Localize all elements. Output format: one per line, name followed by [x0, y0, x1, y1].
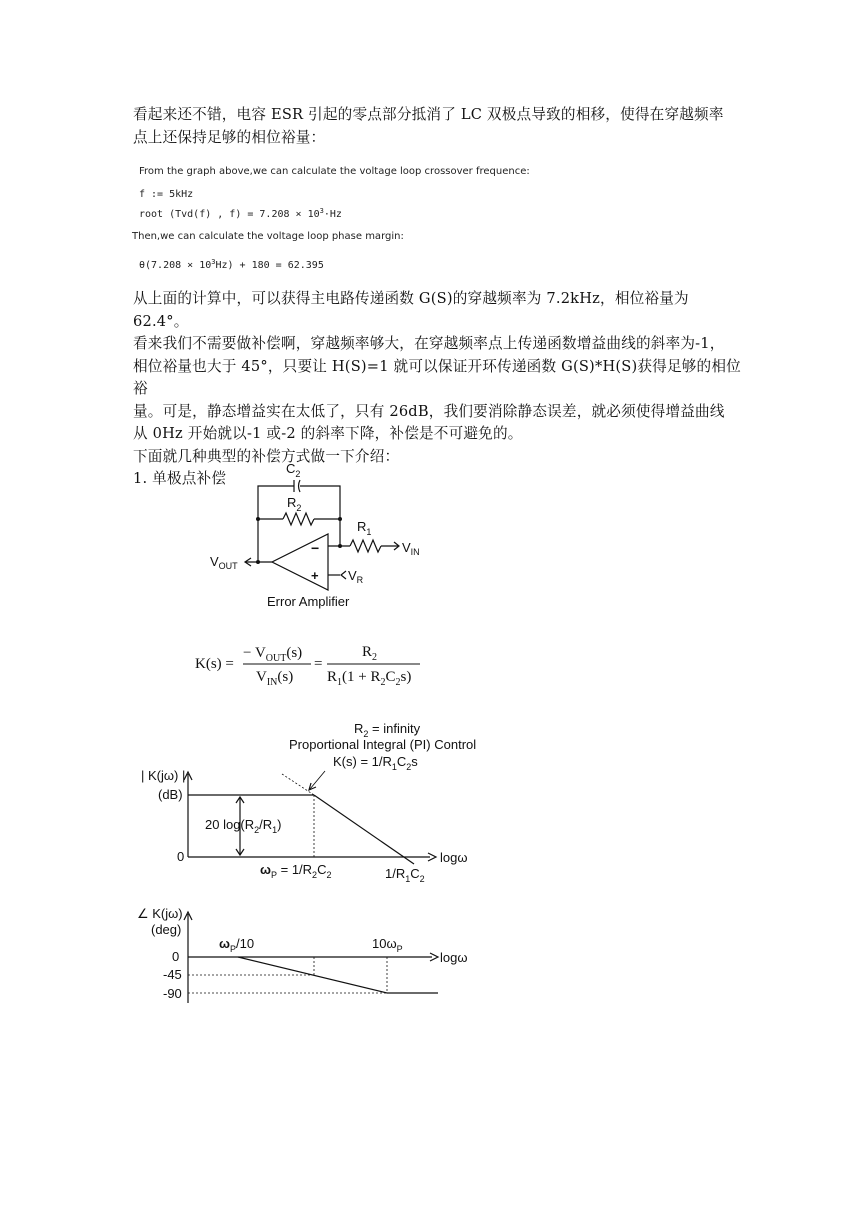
phase-tick-90: -90: [163, 986, 182, 1001]
phase-tick-45: -45: [163, 967, 182, 982]
root-suffix: ·Hz: [323, 209, 342, 220]
r1-label: $R_1$: [357, 519, 372, 537]
intro-paragraph: [133, 104, 743, 149]
node-dot: [256, 517, 260, 521]
phase-ylabel: ∠ K(jω): [137, 906, 183, 921]
mathcad-text-1: From the graph above,we can calculate the voltage loop crossover frequence:: [139, 166, 530, 177]
section-heading: 1. 单极点补偿: [133, 470, 227, 487]
phase-suffix: Hz) + 180 = 62.395: [215, 260, 324, 271]
phase-exp: 3: [211, 258, 216, 266]
mag-title-line3: $K(s) = 1/R_1C_2s$: [333, 754, 418, 772]
circuit-caption: Error Amplifier: [267, 594, 350, 609]
r2-label: $R_2$: [287, 495, 302, 513]
node-dot: [338, 544, 342, 548]
phase-tick-0: 0: [172, 949, 180, 964]
analysis-line-3: 相位裕量也大于 45°，只要让 H(S)=1 就可以保证开环传递函数 G(S)*H(S)获得足够的相位裕: [133, 357, 741, 397]
analysis-line-4: 量。可是，静态增益实在太低了，只有 26dB，我们要消除静态误差，就必须使得增益曲线: [133, 402, 725, 420]
pole-freq-label: $\omega_P = 1/R_2C_2$: [260, 862, 332, 880]
mag-ylabel: | K(jω) |: [141, 768, 186, 783]
mathcad-root-result: [139, 207, 342, 220]
phase-yunit: (deg): [151, 922, 182, 937]
phase-wp10-label: $\omega_P/10$: [219, 936, 255, 954]
root-exp: 3: [319, 207, 324, 215]
formula-num1: − $V_{OUT}(s)$: [243, 645, 303, 664]
node-dot: [338, 517, 342, 521]
vr-label: $V_R$: [348, 568, 364, 585]
inverting-sign: −: [311, 540, 320, 556]
mathcad-assign-f: f := 5kHz: [139, 189, 194, 200]
c2-label: $C_2$: [286, 461, 301, 479]
analysis-line-5: 从 0Hz 开始就以-1 或-2 的斜率下降，补偿是不可避免的。: [133, 425, 523, 442]
transfer-function-formula: [190, 636, 430, 692]
phase-10wp-label: $10\omega_P$: [372, 936, 403, 954]
mathcad-text-2: Then,we can calculate the voltage loop phase margin:: [132, 231, 404, 242]
phase-prefix: θ(7.208 × 10: [139, 260, 212, 271]
intro-line-1: 看起来还不错，电容 ESR 引起的零点部分抵消了 LC 双极点导致的相移，使得在穿越频率: [133, 106, 724, 123]
noninverting-sign: +: [311, 568, 319, 583]
dc-gain-label: 20 $\log(R_2/R_1)$: [205, 817, 282, 835]
vout-label: $V_{OUT}$: [210, 554, 238, 571]
mag-title-line1: $R_2$ = infinity: [354, 721, 421, 739]
mag-yunit: (dB): [158, 787, 183, 802]
formula-den1: $V_{IN}(s)$: [256, 669, 294, 688]
mathcad-phase-result: [139, 258, 324, 271]
vin-label: $V_{IN}$: [402, 540, 420, 557]
analysis-line-1: 从上面的计算中，可以获得主电路传递函数 G(S)的穿越频率为 7.2kHz，相位裕量为 62.4°。: [133, 290, 689, 330]
bode-phase-plot: [135, 900, 495, 1010]
analysis-line-6: 下面就几种典型的补偿方式做一下介绍：: [133, 447, 400, 465]
mag-title-line2: Proportional Integral (PI) Control: [289, 737, 477, 752]
analysis-line-2: 看来我们不需要做补偿啊，穿越频率够大，在穿越频率点上传递函数增益曲线的斜率为-1，: [133, 335, 725, 352]
formula-lhs: K(s) =: [195, 656, 234, 672]
root-prefix: root (Tvd(f) , f) = 7.208 × 10: [139, 209, 320, 220]
node-dot: [256, 560, 260, 564]
crossover-freq-label: $1/R_1C_2$: [385, 866, 425, 884]
formula-eq: =: [314, 656, 323, 672]
mag-zero-tick: 0: [177, 849, 185, 864]
phase-xaxis-label: logω: [440, 950, 468, 965]
formula-num2: $R_2$: [362, 644, 378, 663]
formula-den2: $R_1(1 + R_2C_2s)$: [327, 669, 412, 688]
error-amplifier-circuit: [195, 450, 445, 620]
bode-magnitude-plot: [135, 715, 495, 890]
mag-xaxis-label: logω: [440, 850, 468, 865]
intro-line-2: 点上还保持足够的相位裕量：: [133, 128, 326, 146]
